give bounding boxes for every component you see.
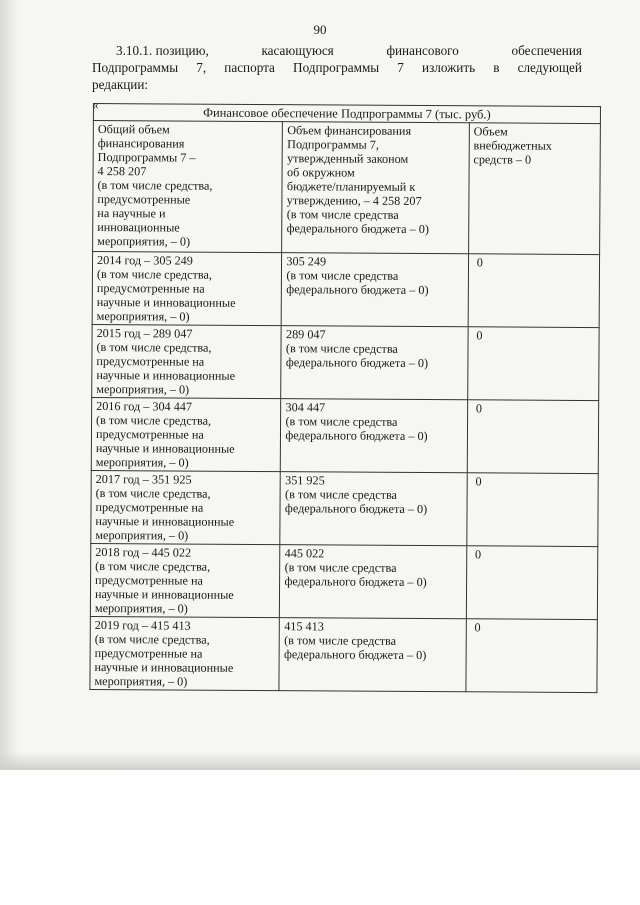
year-extrabudget-cell: 0	[467, 473, 599, 547]
intro-word: изложить	[422, 60, 476, 75]
intro-word: касающуюся	[261, 43, 334, 58]
table-header-row	[93, 121, 601, 255]
year-federal-cell: 351 925 (в том числе средства федерального бюджета – 0)	[280, 472, 467, 546]
intro-word: финансового	[386, 43, 459, 58]
year-total-cell: 2019 год – 415 413 (в том числе средства, предусмотренные на научные и инновационные мероприятия, – 0)	[90, 616, 280, 690]
intro-line-2	[92, 59, 582, 76]
table-row-2015	[92, 324, 599, 400]
table-row-2018	[90, 543, 597, 619]
intro-line-1	[92, 42, 582, 59]
year-federal-cell: 445 022 (в том числе средства федерального бюджета – 0)	[280, 545, 467, 619]
intro-word: 3.10.1. позицию,	[116, 43, 209, 58]
intro-word: в	[493, 60, 500, 75]
scan-bottom-shadow	[0, 752, 640, 770]
intro-word: паспорта	[224, 60, 275, 75]
opening-quote-mark: «	[92, 97, 99, 112]
intro-word: Подпрограммы	[92, 60, 179, 75]
year-extrabudget-cell: 0	[467, 400, 599, 474]
year-total-cell: 2016 год – 304 447 (в том числе средства, предусмотренные на научные и инновационные мероприятия, – 0)	[91, 397, 281, 471]
table-row-2017	[91, 470, 598, 546]
intro-word: 7	[397, 60, 404, 75]
year-extrabudget-cell: 0	[467, 327, 599, 401]
table-title: Финансовое обеспечение Подпрограммы 7 (тыс. руб.)	[93, 104, 600, 124]
year-total-cell: 2014 год – 305 249 (в том числе средства, предусмотренные на научные и инновационные мероприятия, – 0)	[92, 252, 282, 326]
year-total-cell: 2015 год – 289 047 (в том числе средства, предусмотренные на научные и инновационные мероприятия, – 0)	[92, 324, 282, 398]
year-extrabudget-cell: 0	[466, 619, 598, 693]
header-total-volume: Общий объем финансирования Подпрограммы 7 – 4 258 207 (в том числе средства, предусмотренные на научные и инновационные мероприятия, – 0)	[93, 121, 283, 253]
year-federal-cell: 289 047 (в том числе средства федерального бюджета – 0)	[281, 326, 468, 400]
table-row-2019	[90, 616, 597, 692]
header-approved-volume: Объем финансирования Подпрограммы 7, утвержденный законом об окружном бюджете/планируемый к утверждению, – 4 258 207 (в том числе средства федерального бюджета – 0)	[282, 122, 469, 254]
year-federal-cell: 305 249 (в том числе средства федерального бюджета – 0)	[282, 253, 469, 327]
year-federal-cell: 415 413 (в том числе средства федерального бюджета – 0)	[279, 618, 466, 692]
year-total-cell: 2018 год – 445 022 (в том числе средства, предусмотренные на научные и инновационные мероприятия, – 0)	[90, 543, 280, 617]
page-number: 90	[313, 22, 327, 37]
intro-word: Подпрограммы	[293, 60, 380, 75]
table-row-2016	[91, 397, 598, 473]
financing-table	[89, 103, 601, 693]
intro-line-3: редакции:	[92, 77, 149, 92]
intro-word: 7,	[196, 60, 207, 75]
table-row-2014	[92, 252, 599, 328]
header-extrabudgetary: Объем внебюджетных средств – 0	[468, 123, 600, 255]
year-extrabudget-cell: 0	[468, 254, 600, 328]
year-total-cell: 2017 год – 351 925 (в том числе средства, предусмотренные на научные и инновационные мероприятия, – 0)	[91, 470, 281, 544]
intro-word: обеспечения	[511, 43, 582, 58]
year-extrabudget-cell: 0	[466, 546, 598, 620]
year-federal-cell: 304 447 (в том числе средства федерального бюджета – 0)	[281, 399, 468, 473]
intro-paragraph	[92, 42, 582, 93]
scan-edge-shadow	[0, 0, 22, 770]
intro-word: следующей	[517, 60, 582, 75]
